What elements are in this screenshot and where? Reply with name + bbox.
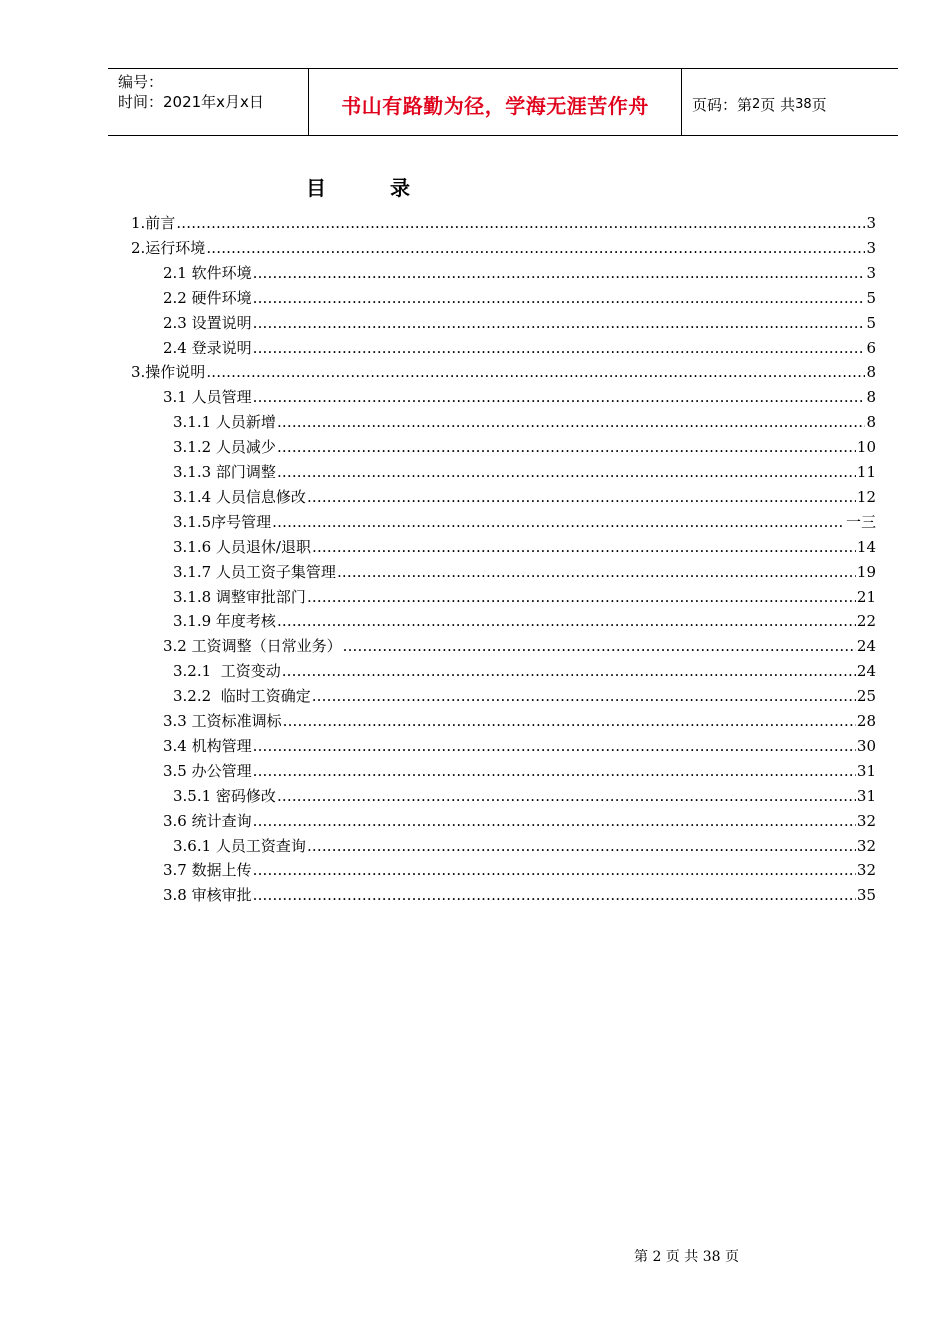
toc-entry-leader [206,238,865,258]
toc-entry[interactable] [131,209,876,233]
toc-entry-label: 3.1.4 人员信息修改 [173,487,306,506]
toc-entry-page: 24 [856,662,876,681]
toc-entry-leader [253,860,856,880]
toc-entry[interactable] [163,807,876,831]
toc-entry-leader [253,761,856,781]
toc-entry-page: 32 [856,861,876,880]
toc-entry[interactable] [163,707,876,731]
toc-entry-page: 21 [856,587,876,606]
toc-entry[interactable] [173,458,876,482]
toc-entry-leader [272,512,845,532]
toc-entry[interactable] [173,832,876,856]
toc-entry[interactable] [163,383,876,407]
toc-entry-label: 2.1 软件环境 [163,263,252,282]
toc-entry-page: 32 [856,836,876,855]
toc-entry[interactable] [163,334,876,358]
toc-entry-label: 2.3 设置说明 [163,313,252,332]
toc-entry-leader [277,437,856,457]
toc-entry-page: 31 [856,786,876,805]
toc-entry[interactable] [173,408,876,432]
toc-entry-label: 3.1.5序号管理 [173,512,272,531]
toc-entry-label: 3.2 工资调整（日常业务） [163,637,342,656]
toc-title [0,172,950,201]
toc-entry[interactable] [173,607,876,631]
toc-entry-leader [312,686,856,706]
toc-entry-label: 3.3 工资标准调标 [163,712,282,730]
toc-entry-leader [277,462,856,482]
toc-entry-label: 3.5.1 密码修改 [173,786,276,805]
toc-entry-label: 3.6.1 人员工资查询 [173,836,306,855]
toc-entry-leader [277,412,866,432]
toc-entry-label: 3.1.1 人员新增 [173,413,276,432]
toc-entry-leader [253,263,866,283]
page-prefix: 页码：第 [692,95,753,114]
page-current: 2 [752,96,761,112]
toc-entry-page: 5 [866,288,876,307]
header-meta [108,69,309,135]
toc-entry-leader [277,611,856,631]
page-header [108,68,898,136]
toc-entry-leader [253,313,866,333]
toc-title-char-1: 目 [306,176,326,200]
toc-entry-page: 25 [856,687,876,706]
toc-entry-page: 30 [856,736,876,755]
toc-entry-page: 3 [866,214,876,232]
document-number-label: 编号： [118,73,164,91]
toc-entry[interactable] [163,284,876,308]
toc-entry[interactable] [173,558,876,582]
toc-entry-label: 2.运行环境 [131,238,206,257]
toc-entry-page: 22 [856,612,876,631]
toc-entry-leader [343,636,856,656]
toc-entry-label: 3.7 数据上传 [163,861,252,880]
toc-entry[interactable] [131,234,876,258]
toc-entry[interactable] [173,508,876,532]
toc-entry-leader [283,711,856,731]
toc-entry[interactable] [163,259,876,283]
toc-entry-page: 11 [856,463,876,481]
toc-entry-label: 3.1 人员管理 [163,388,252,407]
toc-entry-page: 14 [856,537,876,556]
toc-entry-page: 19 [856,562,876,581]
toc-entry-label: 3.6 统计查询 [163,811,252,830]
toc-entry-label: 3.2.1 工资变动 [173,662,281,681]
toc-entry[interactable] [173,657,876,681]
toc-entry-page: 一三 [845,512,876,531]
toc-entry-page: 28 [856,712,876,730]
header-motto: 书山有路勤为径，学海无涯苦作舟 [309,69,682,135]
toc-entry-label: 1.前言 [131,214,176,232]
toc-entry-label: 2.4 登录说明 [163,338,252,357]
toc-entry-leader [307,836,856,856]
toc-entry[interactable] [163,856,876,880]
header-page-info [682,69,898,135]
toc-entry-label: 3.2.2 临时工资确定 [173,687,311,706]
toc-entry-page: 31 [856,761,876,780]
toc-entry-page: 8 [866,413,876,432]
toc-entry-page: 8 [866,363,876,382]
toc-entry-leader [253,338,866,358]
toc-entry-leader [307,587,856,607]
toc-entry-page: 24 [856,637,876,656]
toc-entry-leader [312,537,856,557]
toc-entry[interactable] [163,632,876,656]
toc-entry-label: 3.8 审核审批 [163,886,252,905]
toc-entry-leader [253,387,866,407]
toc-entry-leader [176,213,865,233]
toc-entry[interactable] [173,433,876,457]
toc-entry[interactable] [173,782,876,806]
toc-entry-label: 3.1.2 人员减少 [173,438,276,457]
toc-entry[interactable] [173,483,876,507]
toc-entry-label: 3.4 机构管理 [163,736,252,755]
toc-entry-leader [277,786,856,806]
toc-entry[interactable] [173,533,876,557]
toc-entry-label: 3.1.9 年度考核 [173,612,276,631]
toc-entry-page: 3 [866,263,876,282]
document-time-label: 时间：2021年x月x日 [118,93,264,111]
toc-entry-leader [206,362,865,382]
toc-entry-page: 8 [866,388,876,407]
toc-entry[interactable] [163,757,876,781]
toc-entry-page: 10 [856,438,876,457]
toc-entry-label: 3.操作说明 [131,363,206,382]
toc-entry-label: 2.2 硬件环境 [163,288,252,307]
toc-entry-label: 3.1.8 调整审批部门 [173,587,306,606]
toc-entry-leader [253,811,856,831]
toc-entry[interactable] [131,358,876,382]
toc-entry-leader [253,288,866,308]
toc-entry-page: 12 [856,487,876,506]
toc-entry-leader [282,661,856,681]
toc-entry-label: 3.1.6 人员退休/退职 [173,537,311,556]
page-suffix: 页 [811,95,827,114]
toc-entry-page: 32 [856,811,876,830]
toc-entry-label: 3.5 办公管理 [163,761,252,780]
toc-entry-leader [253,885,856,905]
toc-entry-page: 5 [866,313,876,332]
toc-entry-leader [337,562,856,582]
toc-title-char-2: 录 [390,176,410,200]
toc-entry[interactable] [173,583,876,607]
toc-entry-page: 35 [856,886,876,905]
toc-entry-label: 3.1.3 部门调整 [173,463,276,481]
toc-entry-leader [307,487,856,507]
toc-entry[interactable] [163,309,876,333]
page-footer: 第 2 页 共 38 页 [634,1249,739,1265]
toc-entry-leader [253,736,856,756]
page-mid: 页 共 [760,95,796,114]
toc-entry[interactable] [163,732,876,756]
toc-entry-page: 3 [866,238,876,257]
toc-entry[interactable] [173,682,876,706]
page-total: 38 [795,96,812,112]
toc-entry[interactable] [163,881,876,905]
toc-entry-page: 6 [866,338,876,357]
toc-entry-label: 3.1.7 人员工资子集管理 [173,562,336,581]
